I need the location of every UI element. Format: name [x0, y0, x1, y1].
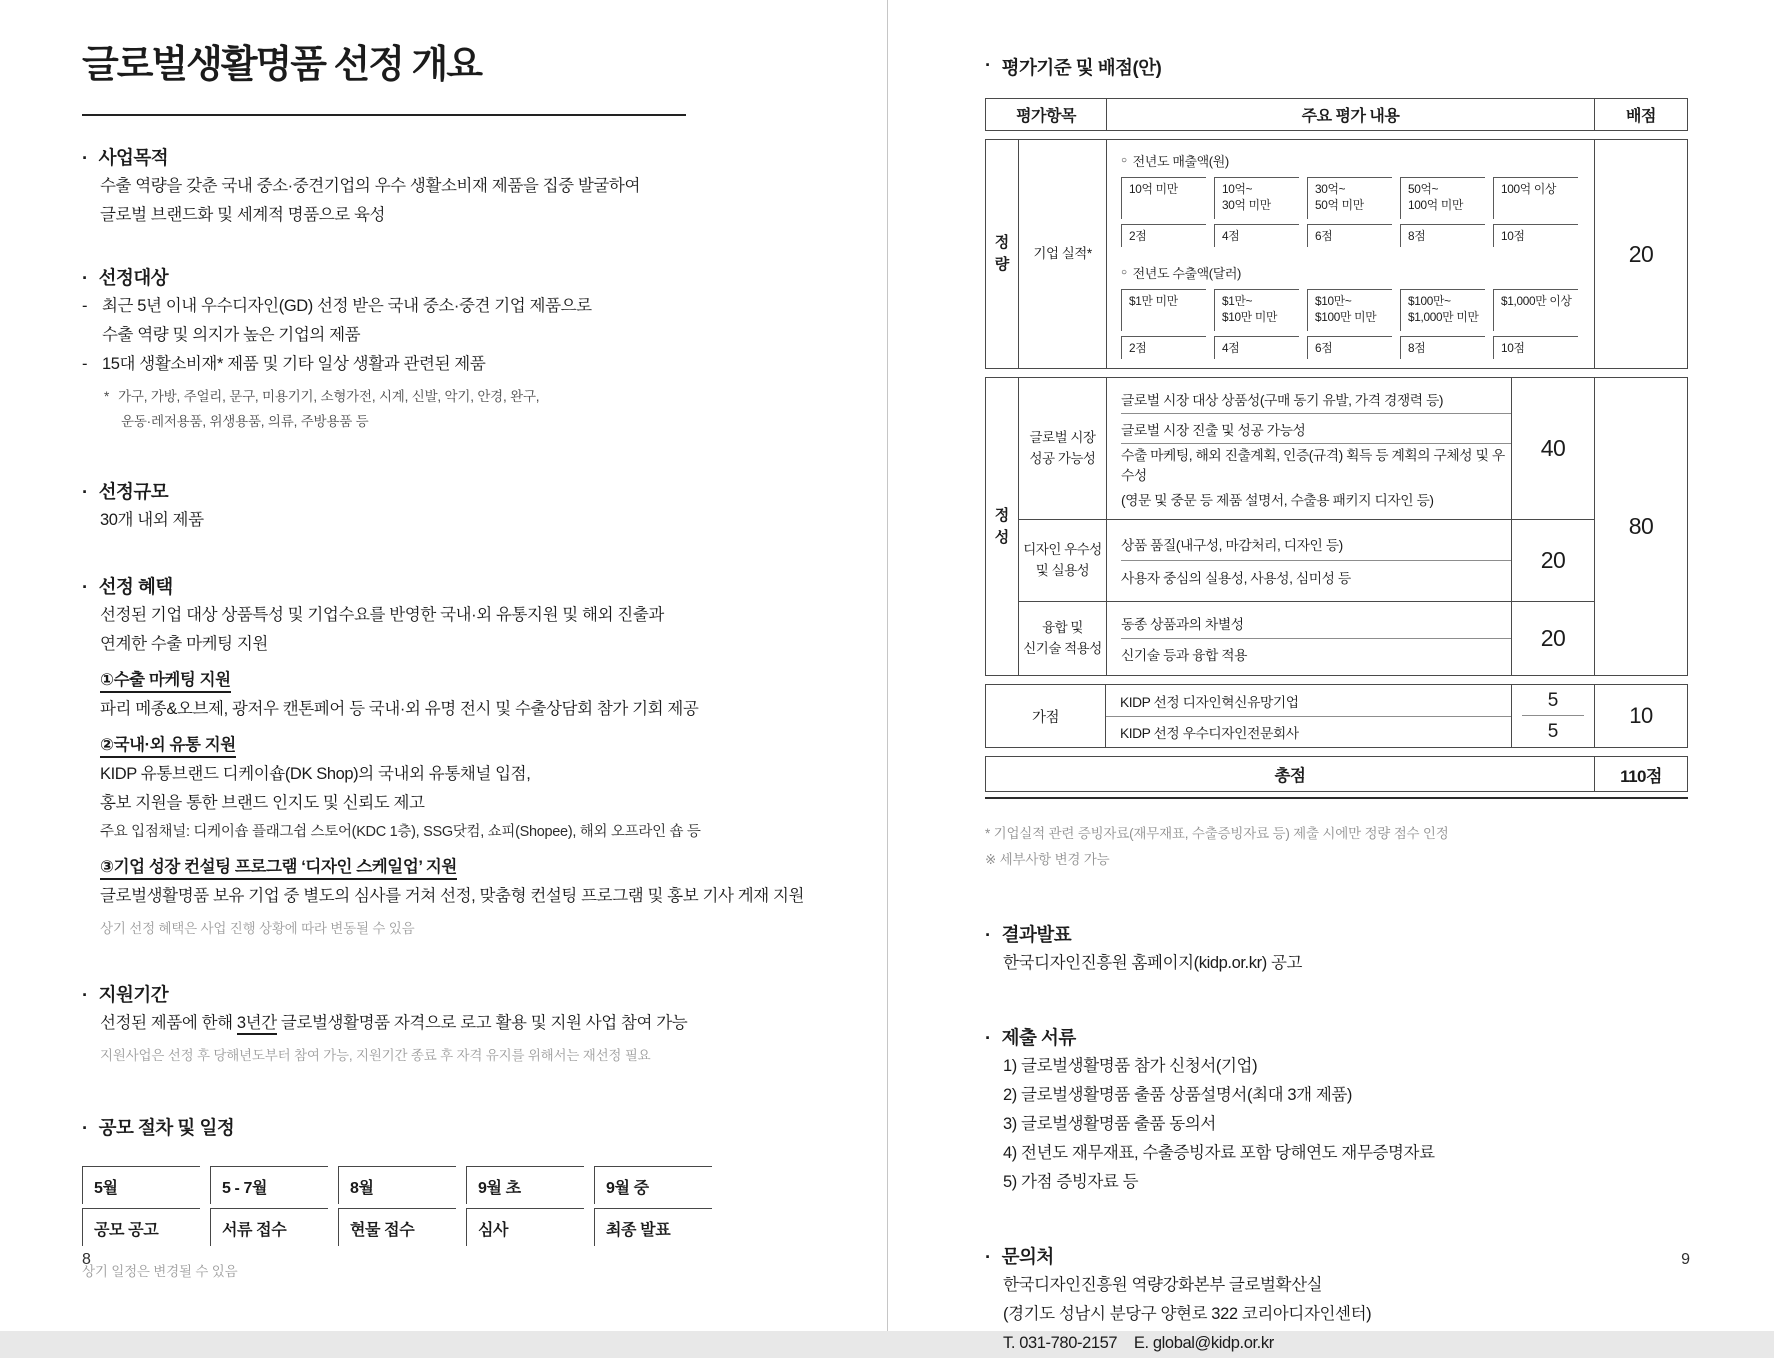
criteria-item: 사용자 중심의 실용성, 사용성, 심미성 등 [1121, 571, 1351, 586]
range-line: 10억 미만 [1129, 182, 1178, 196]
criteria-item: 글로벌 시장 대상 상품성(구매 동기 유발, 가격 경쟁력 등) [1121, 384, 1511, 414]
timeline-label: 심사 [466, 1208, 584, 1246]
export-range-row [1121, 289, 1580, 331]
export-score-row [1121, 336, 1580, 359]
section-schedule [82, 1114, 831, 1284]
title-divider [82, 114, 686, 116]
body-line: 수출 역량을 갖춘 국내 중소·중견기업의 우수 생활소비재 제품을 집중 발굴하여 [100, 176, 641, 195]
range-line: 100억 미만 [1408, 197, 1464, 212]
benefit-2-title: 국내·외 유통 지원 [113, 735, 236, 754]
section-heading-label: 사업목적 [98, 146, 169, 168]
section-benefits [82, 573, 831, 941]
score-box: 2점 [1121, 336, 1206, 359]
body-line: 선정된 기업 대상 상품특성 및 기업수요를 반영한 국내·외 유통지원 및 해외 진출과 [100, 605, 664, 624]
section-heading-label: 선정규모 [98, 480, 169, 502]
category-line: 글로벌 시장 [1029, 429, 1096, 445]
section-heading-label: 제출 서류 [1001, 1027, 1076, 1048]
section-result [985, 921, 1688, 978]
range-line: $1만~ [1222, 294, 1253, 308]
footnote-line: 운동·레저용품, 위생용품, 의류, 주방용품 등 [121, 413, 369, 429]
range-line: $1,000만 이상 [1501, 294, 1572, 308]
bonus-item: KIDP 선정 디자인혁신유망기업 [1120, 694, 1299, 710]
section-heading-label: 결과발표 [1001, 924, 1072, 945]
timeline-step [210, 1166, 328, 1246]
body-line [100, 1009, 831, 1038]
criteria-row-design [1019, 519, 1594, 601]
bonus-points: 5 [1512, 716, 1594, 747]
period-underlined: 3년간 [237, 1014, 277, 1035]
period-text-post: 글로벌생활명품 자격으로 로고 활용 및 지원 사업 참여 가능 [276, 1013, 688, 1032]
document-item: 3) 글로벌생활명품 출품 동의서 [1003, 1115, 1216, 1133]
criteria-item: 글로벌 시장 진출 및 성공 가능성 [1121, 414, 1511, 444]
category-label: 기업 실적* [1033, 245, 1092, 261]
group-char: 정 [994, 506, 1010, 524]
benefit-1-heading [100, 665, 831, 695]
body-line: 글로벌 브랜드화 및 세계적 명품으로 육성 [100, 205, 386, 224]
disclaimer-note: 지원사업은 선정 후 당해년도부터 참여 가능, 지원기간 종료 후 자격 유지를 위해서는 재선정 필요 [100, 1047, 651, 1063]
section-body [82, 172, 831, 230]
category-line: 신기술 적용성 [1023, 640, 1102, 656]
body-line: KIDP 유통브랜드 디케이숍(DK Shop)의 국내외 유통채널 입점, [100, 764, 531, 783]
category-line: 융합 및 [1042, 619, 1083, 635]
criteria-item: 신기술 등과 융합 적용 [1121, 648, 1248, 663]
score-box: 10점 [1493, 224, 1578, 247]
section-heading-label: 공모 절차 및 일정 [98, 1116, 235, 1138]
score-box: 8점 [1400, 224, 1485, 247]
range-box [1214, 177, 1299, 219]
range-box [1214, 289, 1299, 331]
sales-label-row [1121, 151, 1580, 170]
section-heading-label: 지원기간 [98, 983, 169, 1005]
period-text-pre: 선정된 제품에 한해 [100, 1013, 237, 1032]
section-heading-label: 문의처 [1001, 1246, 1054, 1267]
range-line: 50억~ [1408, 182, 1439, 196]
group-label-quantitative [986, 140, 1019, 368]
bonus-rows [1106, 685, 1511, 747]
criteria-item: 상품 품질(내구성, 마감처리, 디자인 등) [1121, 528, 1511, 561]
criteria-category [1019, 602, 1106, 675]
footnote [82, 409, 831, 434]
section-heading [82, 573, 831, 601]
section-scale [82, 478, 831, 535]
criteria-points: 20 [1511, 602, 1594, 675]
list-item [82, 350, 831, 379]
bullet-icon: · [985, 924, 991, 945]
page-right [887, 0, 1774, 1352]
criteria-item: (영문 및 중문 등 제품 설명서, 수출용 패키지 디자인 등) [1121, 492, 1434, 508]
criteria-points: 40 [1511, 378, 1594, 519]
range-line: $1,000만 미만 [1408, 309, 1479, 324]
timeline-label: 현물 접수 [338, 1208, 456, 1246]
bonus-scores [1511, 685, 1594, 747]
qualitative-rows [1019, 378, 1594, 675]
score-box: 6점 [1307, 336, 1392, 359]
bullet-icon: · [985, 54, 991, 75]
document-item: 1) 글로벌생활명품 참가 신청서(기업) [1003, 1057, 1258, 1075]
table-header-points: 배점 [1594, 99, 1687, 130]
body-line: 한국디자인진흥원 홈페이지(kidp.or.kr) 공고 [1003, 954, 1303, 972]
points-bonus-subtotal: 10 [1594, 685, 1687, 747]
bullet-icon: · [985, 1246, 991, 1267]
score-box: 2점 [1121, 224, 1206, 247]
range-box [1400, 177, 1485, 219]
circled-number-3: ③ [100, 857, 114, 876]
section-heading-label: 평가기준 및 배점(안) [1001, 57, 1162, 78]
document-item: 2) 글로벌생활명품 출품 상품설명서(최대 3개 제품) [1003, 1086, 1352, 1104]
circle-marker: ○ [1121, 155, 1127, 166]
table-quantitative-block [985, 139, 1688, 369]
range-box [1121, 177, 1206, 219]
score-box: 4점 [1214, 336, 1299, 359]
total-points: 110점 [1594, 757, 1687, 791]
benefit-1-title: 수출 마케팅 지원 [113, 670, 231, 689]
section-heading [82, 478, 831, 506]
page-number-left: 8 [82, 1251, 91, 1268]
criteria-items [1106, 520, 1511, 601]
group-char: 성 [994, 528, 1010, 546]
benefit-3-heading [100, 852, 831, 882]
range-box [1307, 177, 1392, 219]
criteria-points: 20 [1511, 520, 1594, 601]
body-line: 최근 5년 이내 우수디자인(GD) 선정 받은 국내 중소·중견 기업 제품으로 [102, 296, 592, 315]
table-total-row [985, 756, 1688, 792]
timeline-month: 5월 [82, 1166, 200, 1204]
bonus-points: 5 [1547, 689, 1559, 711]
section-target [82, 264, 831, 434]
criteria-items [1106, 378, 1511, 519]
criteria-item: 수출 마케팅, 해외 진출계획, 인증(규격) 획득 등 계획의 구체성 및 우수성 [1121, 448, 1505, 483]
section-heading [82, 981, 831, 1009]
channels-note: 주요 입점채널: 디케이숍 플래그쉽 스토어(KDC 1층), SSG닷컴, 쇼피(Shopee), 해외 오프라인 숍 등 [100, 823, 701, 840]
body-line: 글로벌생활명품 보유 기업 중 별도의 심사를 거쳐 선정, 맞춤형 컨설팅 프로그램 및 홍보 기사 게재 지원 [100, 886, 805, 905]
sales-label: 전년도 매출액(원) [1132, 154, 1229, 169]
bonus-category: 가점 [986, 685, 1106, 747]
contact-line: 한국디자인진흥원 역량강화본부 글로벌확산실 [1003, 1276, 1323, 1294]
group-char: 정 [994, 234, 1010, 252]
bullet-icon: · [82, 983, 88, 1005]
body-line: 홍보 지원을 통한 브랜드 인지도 및 신뢰도 제고 [100, 793, 425, 812]
evaluation-table [985, 98, 1688, 799]
range-box [1493, 177, 1578, 219]
page-title: 글로벌생활명품 선정 개요 [82, 44, 481, 86]
timeline-step [338, 1166, 456, 1246]
range-line: $1만 미만 [1129, 294, 1178, 308]
range-line: 30억 미만 [1222, 197, 1271, 212]
contact-line: (경기도 성남시 분당구 양현로 322 코리아디자인센터) [1003, 1305, 1372, 1323]
range-box [1400, 289, 1485, 331]
range-line: 10억~ [1222, 182, 1253, 196]
group-label-qualitative [986, 378, 1019, 675]
criteria-items [1106, 602, 1511, 675]
section-heading [985, 1024, 1688, 1052]
section-period [82, 981, 831, 1068]
bullet-icon: · [82, 266, 88, 288]
timeline-label: 최종 발표 [594, 1208, 712, 1246]
section-purpose [82, 144, 831, 230]
benefit-3-title: 기업 성장 컨설팅 프로그램 ‘디자인 스케일업’ 지원 [113, 857, 457, 876]
body-line: 30개 내외 제품 [100, 510, 204, 529]
sales-range-row [1121, 177, 1580, 219]
category-line: 디자인 우수성 [1023, 541, 1102, 557]
bullet-icon: · [82, 146, 88, 168]
section-body [985, 1271, 1688, 1358]
section-heading [985, 1243, 1688, 1271]
table-header-item: 평가항목 [1016, 108, 1076, 125]
bullet-icon: · [82, 1116, 88, 1138]
range-line: 30억~ [1315, 182, 1346, 196]
table-bonus-block [985, 684, 1688, 748]
asterisk-marker: * [104, 388, 110, 404]
dash-marker: - [82, 296, 88, 315]
total-label: 총점 [1274, 767, 1306, 785]
section-heading-label: 선정 혜택 [98, 575, 173, 597]
section-heading-label: 선정대상 [98, 266, 169, 288]
section-contact [985, 1243, 1688, 1358]
bullet-icon: · [985, 1027, 991, 1048]
disclaimer-note: 상기 일정은 변경될 수 있음 [82, 1263, 238, 1279]
range-box [1121, 289, 1206, 331]
timeline-label: 서류 접수 [210, 1208, 328, 1246]
criteria-row-global-market [1019, 378, 1594, 519]
range-line: $100만 미만 [1315, 309, 1377, 324]
timeline-label: 공모 공고 [82, 1208, 200, 1246]
schedule-timeline [82, 1166, 831, 1246]
page-left [0, 0, 887, 1331]
benefit-2-heading [100, 730, 831, 760]
timeline-month: 9월 중 [594, 1166, 712, 1204]
dash-marker: - [82, 354, 88, 373]
points-qualitative-subtotal: 80 [1594, 378, 1687, 675]
body-line: 수출 역량 및 의지가 높은 기업의 제품 [102, 325, 361, 344]
section-body [985, 949, 1688, 978]
section-heading [985, 54, 1688, 80]
document-item: 4) 전년도 재무재표, 수출증빙자료 포함 당해연도 재무증명자료 [1003, 1144, 1435, 1162]
footnote-line: 가구, 가방, 주얼리, 문구, 미용기기, 소형가전, 시계, 신발, 악기, 안경, 완구, [118, 388, 540, 404]
section-heading [985, 921, 1688, 949]
circled-number-1: ① [100, 670, 114, 689]
score-box: 8점 [1400, 336, 1485, 359]
body-line: 15대 생활소비재* 제품 및 기타 일상 생활과 관련된 제품 [102, 354, 486, 373]
timeline-month: 5 - 7월 [210, 1166, 328, 1204]
export-label-row [1121, 263, 1580, 282]
section-body [985, 1052, 1688, 1197]
section-heading [82, 1114, 831, 1142]
export-label: 전년도 수출액(달러) [1132, 266, 1241, 281]
category-line: 및 실용성 [1035, 562, 1090, 578]
bullet-icon: · [82, 575, 88, 597]
range-line: $10만 미만 [1222, 309, 1278, 324]
table-header-content: 주요 평가 내용 [1106, 99, 1594, 130]
section-body [82, 1009, 831, 1068]
timeline-step [594, 1166, 712, 1246]
range-line: 50억 미만 [1315, 197, 1364, 212]
timeline-month: 8월 [338, 1166, 456, 1204]
timeline-step [466, 1166, 584, 1246]
range-line: 100억 이상 [1501, 182, 1557, 196]
bonus-item: KIDP 선정 우수디자인전문회사 [1106, 716, 1511, 747]
page-number-right: 9 [1681, 1251, 1690, 1268]
document-item: 5) 가점 증빙자료 등 [1003, 1173, 1139, 1191]
criteria-category [1019, 378, 1106, 519]
body-line: 연계한 수출 마케팅 지원 [100, 634, 268, 653]
range-line: $10만~ [1315, 294, 1352, 308]
section-heading [82, 264, 831, 292]
range-box [1493, 289, 1578, 331]
section-heading [82, 144, 831, 172]
table-footnotes [985, 821, 1688, 873]
contact-line: T. 031-780-2157 E. global@kidp.or.kr [1003, 1334, 1274, 1352]
bullet-icon: · [82, 480, 88, 502]
score-box: 6점 [1307, 224, 1392, 247]
criteria-category [1019, 520, 1106, 601]
timeline-step [82, 1166, 200, 1246]
body-line: 파리 메종&오브제, 광저우 캔톤페어 등 국내·외 유명 전시 및 수출상담회 참가 기회 제공 [100, 699, 699, 718]
range-line: $100만~ [1408, 294, 1451, 308]
section-documents [985, 1024, 1688, 1197]
sales-score-row [1121, 224, 1580, 247]
footnote-line: * 기업실적 관련 증빙자료(재무재표, 수출증빙자료 등) 제출 시에만 정량 점수 인정 [985, 826, 1449, 841]
circle-marker: ○ [1121, 267, 1127, 278]
category-company-performance [1019, 140, 1106, 368]
score-box: 4점 [1214, 224, 1299, 247]
timeline-month: 9월 초 [466, 1166, 584, 1204]
footnote-line: ※ 세부사항 변경 가능 [985, 852, 1110, 867]
table-qualitative-block [985, 377, 1688, 676]
table-header-row [985, 98, 1688, 131]
footnote [82, 384, 831, 409]
criteria-row-convergence [1019, 601, 1594, 675]
group-char: 량 [994, 256, 1010, 273]
section-body [82, 506, 831, 535]
points-quantitative: 20 [1594, 140, 1687, 368]
table-bottom-rule [985, 797, 1688, 799]
range-box [1307, 289, 1392, 331]
circled-number-2: ② [100, 735, 114, 754]
quantitative-content [1106, 140, 1594, 368]
category-line: 성공 가능성 [1029, 450, 1096, 466]
score-box: 10점 [1493, 336, 1578, 359]
disclaimer-note: 상기 선정 혜택은 사업 진행 상황에 따라 변동될 수 있음 [100, 920, 415, 936]
list-item [82, 292, 831, 321]
criteria-item: 동종 상품과의 차별성 [1121, 608, 1511, 639]
section-body [82, 601, 831, 941]
